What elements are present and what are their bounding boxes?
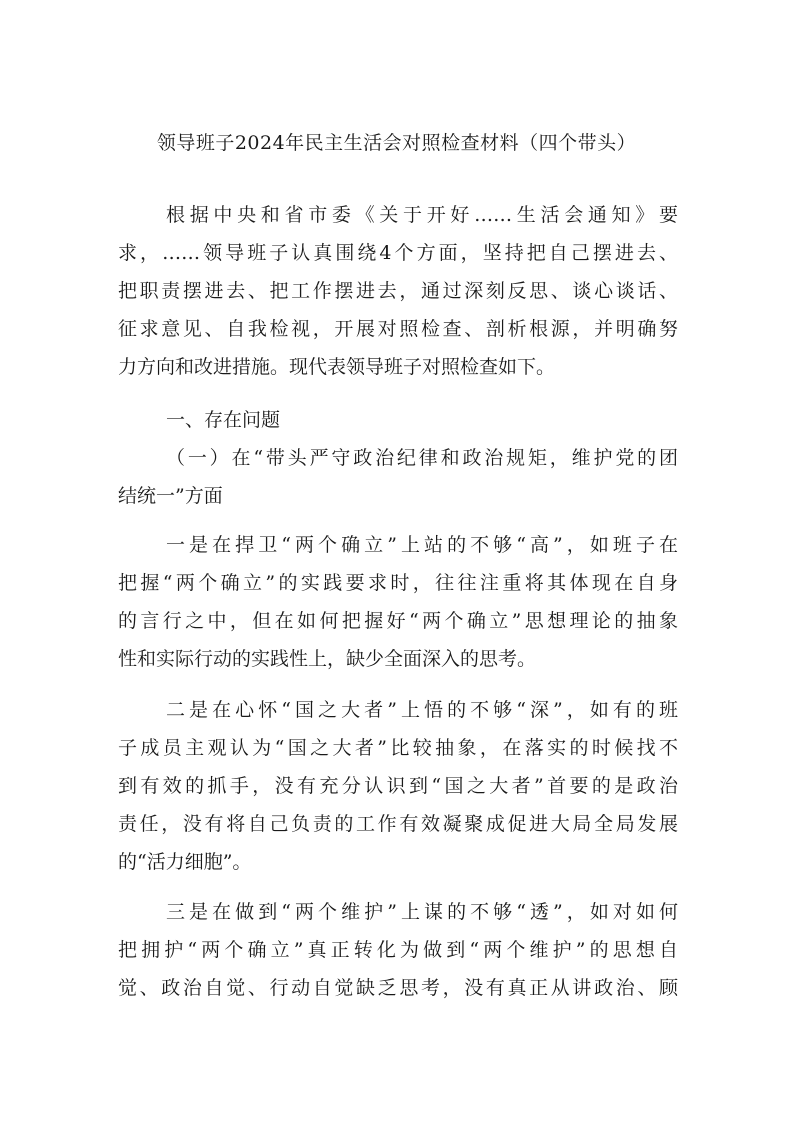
paragraph-line: 把握“两个确立”的实践要求时，往往注重将其体现在自身 xyxy=(118,572,678,594)
paragraph-line: 子成员主观认为“国之大者”比较抽象，在落实的时候找不 xyxy=(118,737,678,759)
section-heading: 一、存在问题 xyxy=(166,409,281,431)
paragraph-line: 把职责摆进去、把工作摆进去，通过深刻反思、谈心谈话、 xyxy=(118,280,678,302)
paragraph-line: 的言行之中，但在如何把握好“两个确立”思想理论的抽象 xyxy=(118,610,678,632)
paragraph-line: 责任，没有将自己负责的工作有效凝聚成促进大局全局发展 xyxy=(118,813,678,835)
paragraph-line: 的“活力细胞”。 xyxy=(118,851,252,873)
paragraph-line: 根据中央和省市委《关于开好……生活会通知》要 xyxy=(166,204,678,226)
subsection-heading: （一）在“带头严守政治纪律和政治规矩，维护党的团 xyxy=(166,447,678,469)
document-title: 领导班子2024年民主生活会对照检查材料（四个带头） xyxy=(156,132,637,154)
paragraph-line: 性和实际行动的实践性上，缺少全面深入的思考。 xyxy=(118,648,537,670)
subsection-heading: 结统一”方面 xyxy=(118,485,223,507)
paragraph-line: 把拥护“两个确立”真正转化为做到“两个维护”的思想自 xyxy=(118,939,678,961)
paragraph-line: 三是在做到“两个维护”上谋的不够“透”，如对如何 xyxy=(166,901,678,923)
paragraph-line: 到有效的抓手，没有充分认识到“国之大者”首要的是政治 xyxy=(118,775,678,797)
paragraph-line: 觉、政治自觉、行动自觉缺乏思考，没有真正从讲政治、顾 xyxy=(118,977,678,999)
paragraph-line: 求，……领导班子认真围绕4个方面，坚持把自己摆进去、 xyxy=(118,242,678,264)
paragraph-line: 征求意见、自我检视，开展对照检查、剖析根源，并明确努 xyxy=(118,318,678,340)
paragraph-line: 一是在捍卫“两个确立”上站的不够“高”，如班子在 xyxy=(166,534,678,556)
paragraph-line: 力方向和改进措施。现代表领导班子对照检查如下。 xyxy=(118,356,556,378)
paragraph-line: 二是在心怀“国之大者”上悟的不够“深”，如有的班 xyxy=(166,699,678,721)
